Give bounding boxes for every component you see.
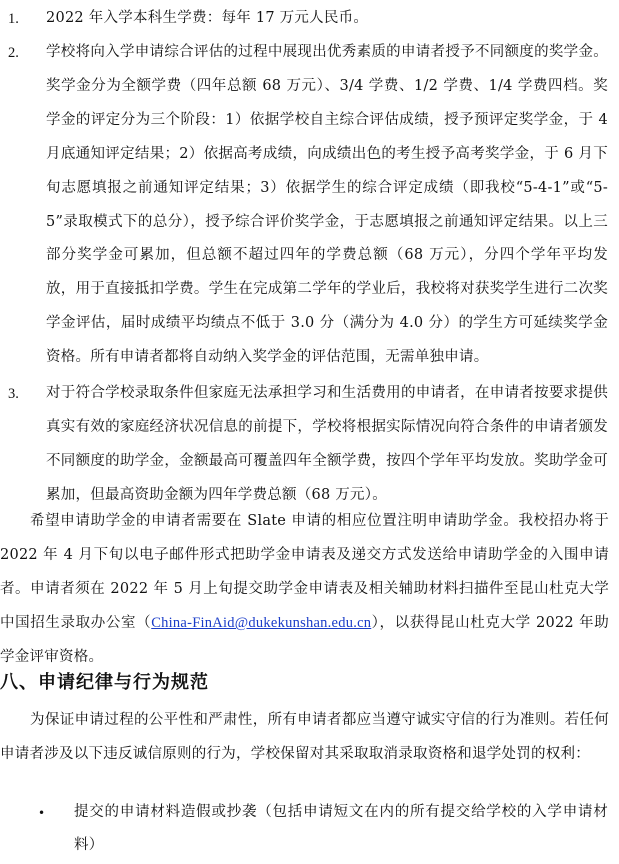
bullet-text: 提交的申请材料造假或抄袭（包括申请短文在内的所有提交给学校的入学申请材料） bbox=[74, 804, 608, 853]
list-number: 3. bbox=[8, 386, 19, 402]
aid-paragraph-text-end: ），以获得昆山杜克大学 2022 年助学金评审资格。 bbox=[0, 615, 609, 665]
list-item-text: 学校将向入学申请综合评估的过程中展现出优秀素质的申请者授予不同额度的奖学金。奖学金分为全额学费（四年总额 68 万元）、3/4 学费、1/2 学费、1/4 学费四档。奖学金的评定分为三个阶段：1）依据学校自主综合评估成绩，授予预评定奖学金，于 4 月底通知评定结果；2）依据高考成绩，向成绩出色的考生授予高考奖学金，于 6 月下旬志愿填报之前通知评定结果；3）依据学生的综合评定成绩（即我校“5-4-1”或“5-5”录取模式下的总分），授予综合评价奖学金，于志愿填报之前通知评定结果。以上三部分奖学金可累加，但总额不超过四年的学费总额（68 万元），分四个学年平均发放，用于直接抵扣学费。学生在完成第二学年的学业后，我校将对获奖学生进行二次奖学金评估，届时成绩平均绩点不低于 3.0 分（满分为 4.0 分）的学生方可延续奖学金资格。所有申请者都将自动纳入奖学金的评估范围，无需单独申请。 bbox=[46, 44, 608, 366]
aid-paragraph-text: 希望申请助学金的申请者需要在 Slate 申请的相应位置注明申请助学金。我校招办将于 2022 年 4 月下旬以电子邮件形式把助学金申请表及递交方式发送给申请助学金的入围申请者。申请者须在 2022 年 5 月上旬提交助学金申请表及相关辅助材料扫描件至昆山杜克大学中国招生录取办公室（ bbox=[0, 513, 609, 631]
list-number: 1. bbox=[8, 11, 19, 27]
bullet-symbol: • bbox=[38, 806, 46, 820]
discipline-paragraph: 为保证申请过程的公平性和严肃性，所有申请者都应当遵守诚实守信的行为准则。若任何申请者涉及以下违反诚信原则的行为，学校保留对其采取取消录取资格和退学处罚的权利： bbox=[0, 712, 609, 762]
section-heading: 八、申请纪律与行为规范 bbox=[0, 672, 209, 693]
finaid-email-link[interactable]: China-FinAid@dukekunshan.edu.cn bbox=[151, 615, 372, 631]
list-number: 2. bbox=[8, 45, 19, 61]
aid-application-paragraph bbox=[0, 504, 609, 674]
list-item-text: 对于符合学校录取条件但家庭无法承担学习和生活费用的申请者，在申请者按要求提供真实有效的家庭经济状况信息的前提下，学校将根据实际情况向符合条件的申请者颁发不同额度的助学金，金额最高可覆盖四年全额学费，按四个学年平均发放。奖助学金可累加，但最高资助金额为四年学费总额（68 万元）。 bbox=[46, 385, 608, 503]
list-item-text: 2022 年入学本科生学费：每年 17 万元人民币。 bbox=[46, 10, 369, 26]
